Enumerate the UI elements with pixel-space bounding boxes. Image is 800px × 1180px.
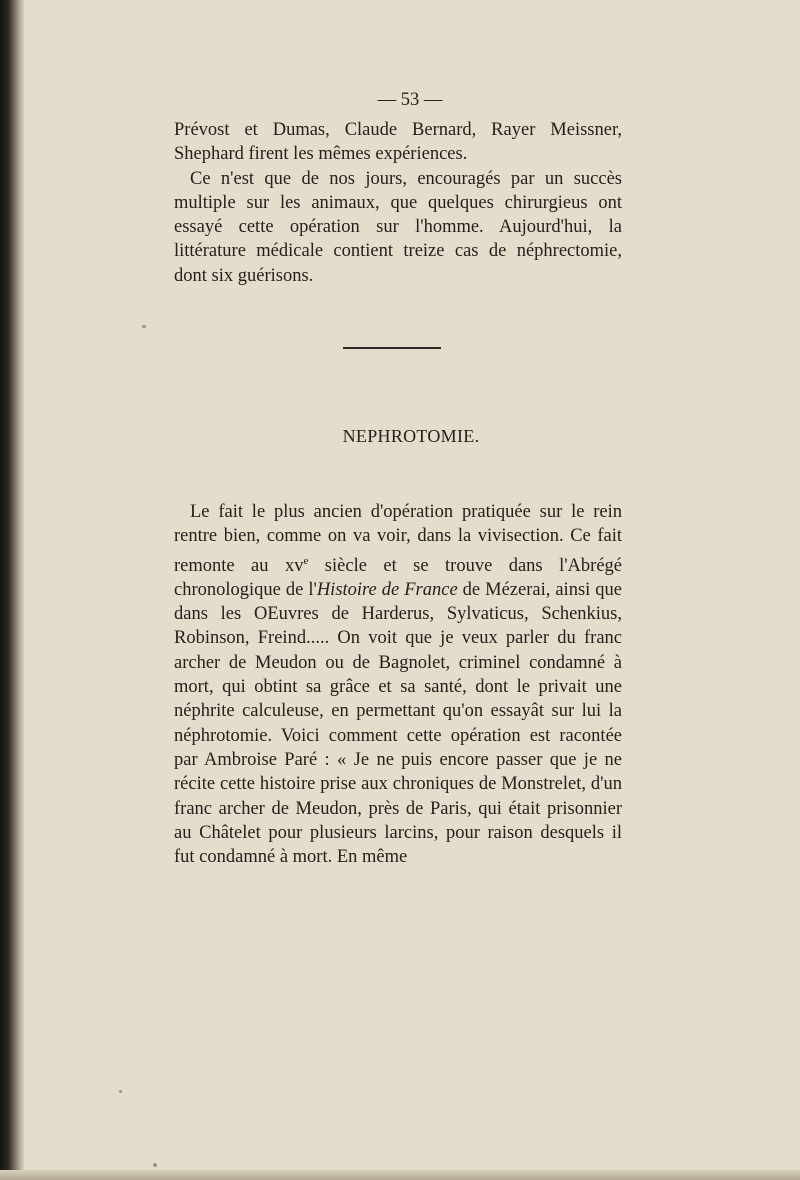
text-run: siècle et se trouve dans l'Abrégé chronologique de xyxy=(174,555,622,600)
paper-speck xyxy=(153,1163,157,1167)
page-bottom-edge xyxy=(0,1170,800,1180)
paper-speck xyxy=(142,325,146,328)
page-number: — 53 — xyxy=(377,90,443,110)
text-run: l' xyxy=(308,579,317,600)
paper-speck xyxy=(119,1090,122,1093)
text-run: Le fait le plus ancien d'opération pratiquée sur le rein rentre bien, comme on va voir, dans la vivisection. Ce fait remonte au xv xyxy=(174,502,622,576)
paragraph-nephrectomy: Ce n'est que de nos jours, encouragés par un succès multiple sur les animaux, que quelques chirurgieus ont essayé cette opération sur l'homme. Aujourd'hui, la littérature médicale contient treize cas de néphrectomie, dont six guérisons. xyxy=(174,168,622,286)
text-run: de Mézerai, ainsi que dans les OEuvres de Harderus, Sylvaticus, Schenkius, Robinson, Freind..... On voit que je veux parler du franc archer de Meudon ou de Bagnolet, criminel condamné à mort, qui obtint sa grâce et sa santé, dont le privait une néphrite calculeuse, en permettant qu'on essayât sur lui la néphrotomie. Voici comment cette opération est racontée par Ambroise Paré : « Je ne puis encore passer que je ne récite cette histoire prise aux chroniques de Monstrelet, d'un franc archer de Meudon, près de Paris, qui était prisonnier au Châtelet pour plusieurs larcins, pour raison desquels il fut condamné à mort. En même xyxy=(174,579,622,868)
section-heading: NEPHROTOMIE. xyxy=(342,426,480,446)
superscript: e xyxy=(303,554,309,567)
paragraph-continuation: Prévost et Dumas, Claude Bernard, Rayer Meissner, Shephard firent les mêmes expériences. xyxy=(174,120,622,165)
paragraph-nephrotomy-history xyxy=(174,500,622,869)
book-binding-edge xyxy=(0,0,24,1180)
top-text-block xyxy=(174,118,622,288)
main-text-block xyxy=(174,500,622,869)
section-divider xyxy=(343,347,441,349)
book-title: Histoire de France xyxy=(316,579,458,600)
